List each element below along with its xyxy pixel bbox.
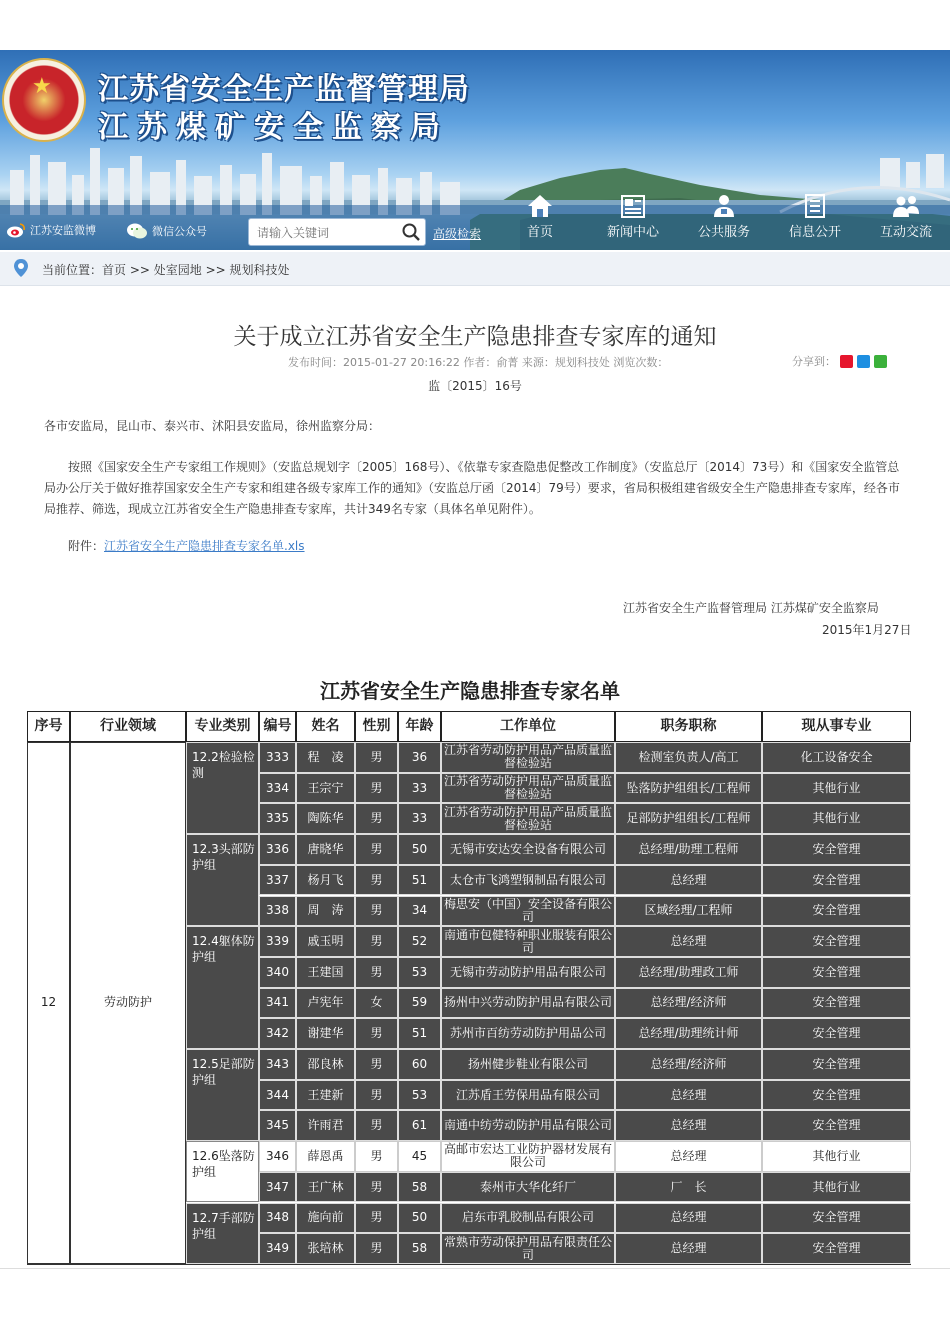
table-cell: 335 <box>259 803 296 834</box>
table-cell: 总经理 <box>615 1080 762 1111</box>
page-divider <box>0 1268 950 1269</box>
table-cell: 检测室负责人/高工 <box>615 742 762 773</box>
table-cell: 男 <box>355 803 398 834</box>
table-header-cell: 行业领域 <box>70 711 186 742</box>
article-body: 按照《国家安全生产专家组工作规则》（安监总规划字〔2005〕168号）、《依靠专家查隐患促整改工作制度》（安监总厅〔2014〕73号）和《国家安全监管总局办公厅关于做好推荐国家安全生产专家和组建各级专家库工作的通知》（安监总厅函〔2014〕79号）要求，省局积极组建省级安全生产隐患排查专家库，经各市局推荐、筛选，现成立江苏省安全生产隐患排查专家库，共计349名专家（具体名单见附件）。 <box>44 460 900 516</box>
table-cell: 安全管理 <box>762 1203 911 1234</box>
table-cell: 男 <box>355 1080 398 1111</box>
category-group-cell: 12.7手部防护组 <box>186 1203 259 1264</box>
newspaper-icon <box>619 193 647 219</box>
table-cell: 其他行业 <box>762 803 911 834</box>
breadcrumb-text <box>42 261 290 278</box>
table-cell: 总经理/经济师 <box>615 988 762 1019</box>
table-cell: 其他行业 <box>762 1172 911 1203</box>
table-cell: 336 <box>259 834 296 865</box>
table-cell: 总经理/助理工程师 <box>615 834 762 865</box>
table-cell: 男 <box>355 1141 398 1172</box>
nav-news-label: 新闻中心 <box>606 225 659 240</box>
table-header-cell: 年龄 <box>398 711 441 742</box>
table-cell: 58 <box>398 1172 441 1203</box>
category-group-cell: 12.4躯体防护组 <box>186 926 259 1049</box>
table-cell: 江苏省劳动防护用品产品质量监督检验站 <box>441 773 615 804</box>
table-cell: 男 <box>355 773 398 804</box>
table-cell: 349 <box>259 1233 296 1264</box>
table-cell: 339 <box>259 926 296 957</box>
table-cell: 男 <box>355 1049 398 1080</box>
search-icon[interactable] <box>402 223 420 241</box>
table-cell: 341 <box>259 988 296 1019</box>
table-cell: 安全管理 <box>762 1233 911 1264</box>
document-icon <box>801 193 829 219</box>
table-cell: 常熟市劳动保护用品有限责任公司 <box>441 1233 615 1264</box>
table-cell: 卢宪年 <box>296 988 355 1019</box>
table-cell: 安全管理 <box>762 865 911 896</box>
table-cell: 太仓市飞鸿塑钢制品有限公司 <box>441 865 615 896</box>
table-cell: 总经理/助理统计师 <box>615 1018 762 1049</box>
table-cell: 总经理 <box>615 865 762 896</box>
table-cell: 无锡市劳动防护用品有限公司 <box>441 957 615 988</box>
location-pin-icon <box>13 258 29 278</box>
weibo-label: 江苏安监微博 <box>30 224 96 237</box>
attachment-label: 附件： <box>68 539 105 553</box>
table-cell: 总经理 <box>615 1110 762 1141</box>
table-cell: 施向前 <box>296 1203 355 1234</box>
table-cell: 唐晓华 <box>296 834 355 865</box>
table-cell: 杨月飞 <box>296 865 355 896</box>
star-icon: ★ <box>32 74 52 99</box>
table-cell: 江苏省劳动防护用品产品质量监督检验站 <box>441 803 615 834</box>
table-cell: 陶陈华 <box>296 803 355 834</box>
category-group-cell: 12.6坠落防护组 <box>186 1141 259 1202</box>
table-cell: 总经理 <box>615 1233 762 1264</box>
table-cell: 其他行业 <box>762 1141 911 1172</box>
table-header-cell: 职务职称 <box>615 711 762 742</box>
table-header-cell: 性别 <box>355 711 398 742</box>
table-cell: 45 <box>398 1141 441 1172</box>
signature-organizations: 江苏省安全生产监督管理局 江苏煤矿安全监察局 <box>623 601 879 615</box>
search-box <box>248 218 426 246</box>
table-cell: 338 <box>259 896 296 927</box>
main-navbar <box>0 205 950 250</box>
table-cell: 无锡市安达安全设备有限公司 <box>441 834 615 865</box>
expert-table-title: 江苏省安全生产隐患排查专家名单 <box>320 679 620 703</box>
table-cell: 苏州市百纺劳动防护用品公司 <box>441 1018 615 1049</box>
table-bottom-border <box>27 1264 911 1265</box>
table-cell: 王建国 <box>296 957 355 988</box>
table-cell: 347 <box>259 1172 296 1203</box>
table-cell: 启东市乳胶制品有限公司 <box>441 1203 615 1234</box>
breadcrumb-label: 当前位置： <box>42 263 103 277</box>
table-cell: 高邮市宏达工业防护器材发展有限公司 <box>441 1141 615 1172</box>
table-cell: 50 <box>398 1203 441 1234</box>
nav-info-disclosure-label: 信息公开 <box>788 225 841 240</box>
nav-interaction-label: 互动交流 <box>879 225 932 240</box>
table-cell: 谢建华 <box>296 1018 355 1049</box>
table-cell: 男 <box>355 1110 398 1141</box>
breadcrumb-path[interactable]: 首页 >> 处室园地 >> 规划科技处 <box>102 263 290 277</box>
table-cell: 区域经理/工程师 <box>615 896 762 927</box>
breadcrumb <box>0 252 950 286</box>
wechat-share-icon[interactable] <box>874 355 887 368</box>
table-cell: 男 <box>355 1233 398 1264</box>
table-cell: 泰州市大华化纤厂 <box>441 1172 615 1203</box>
table-cell: 扬州中兴劳动防护用品有限公司 <box>441 988 615 1019</box>
table-cell: 男 <box>355 742 398 773</box>
table-header-cell: 姓名 <box>296 711 355 742</box>
table-header-cell: 现从事专业 <box>762 711 911 742</box>
category-group-cell: 12.2检验检测 <box>186 742 259 834</box>
table-cell: 51 <box>398 865 441 896</box>
share-label: 分享到： <box>792 355 836 368</box>
table-cell: 340 <box>259 957 296 988</box>
table-cell: 342 <box>259 1018 296 1049</box>
table-cell: 52 <box>398 926 441 957</box>
table-cell: 男 <box>355 1203 398 1234</box>
table-cell: 总经理 <box>615 926 762 957</box>
table-cell: 总经理 <box>615 1203 762 1234</box>
table-cell: 安全管理 <box>762 1110 911 1141</box>
table-cell: 安全管理 <box>762 1080 911 1111</box>
table-header-cell: 编号 <box>259 711 296 742</box>
attachment <box>68 536 930 557</box>
table-cell: 安全管理 <box>762 926 911 957</box>
attachment-link[interactable]: 江苏省安全生产隐患排查专家名单.xls <box>104 539 305 553</box>
table-cell: 51 <box>398 1018 441 1049</box>
table-cell: 坠落防护组组长/工程师 <box>615 773 762 804</box>
table-cell: 江苏盾王劳保用品有限公司 <box>441 1080 615 1111</box>
nav-home-label: 首页 <box>526 225 553 240</box>
table-cell: 安全管理 <box>762 988 911 1019</box>
table-cell: 男 <box>355 834 398 865</box>
table-cell: 总经理 <box>615 1141 762 1172</box>
table-cell: 337 <box>259 865 296 896</box>
site-title-line2: 江苏煤矿安全监察局 <box>98 110 449 145</box>
table-cell: 346 <box>259 1141 296 1172</box>
table-cell: 36 <box>398 742 441 773</box>
home-icon <box>526 193 554 219</box>
table-cell: 张培林 <box>296 1233 355 1264</box>
table-cell: 33 <box>398 803 441 834</box>
table-cell: 333 <box>259 742 296 773</box>
table-cell: 男 <box>355 926 398 957</box>
table-header-cell: 工作单位 <box>441 711 615 742</box>
qq-share-icon[interactable] <box>857 355 870 368</box>
table-cell: 59 <box>398 988 441 1019</box>
table-cell: 王建新 <box>296 1080 355 1111</box>
table-cell: 34 <box>398 896 441 927</box>
table-cell: 50 <box>398 834 441 865</box>
weibo-link[interactable] <box>6 222 96 238</box>
nav-public-service[interactable] <box>687 193 761 249</box>
category-group-cell: 12.3头部防护组 <box>186 834 259 926</box>
site-logo[interactable] <box>2 58 86 142</box>
table-cell: 男 <box>355 896 398 927</box>
table-cell: 江苏省劳动防护用品产品质量监督检验站 <box>441 742 615 773</box>
table-cell: 安全管理 <box>762 1049 911 1080</box>
table-header-cell: 专业类别 <box>186 711 259 742</box>
service-icon <box>710 193 738 219</box>
table-cell: 61 <box>398 1110 441 1141</box>
search-input[interactable] <box>255 223 399 243</box>
table-cell: 安全管理 <box>762 896 911 927</box>
expert-table <box>27 711 911 1264</box>
table-cell: 其他行业 <box>762 773 911 804</box>
advanced-search-link[interactable]: 高级检索 <box>433 227 482 241</box>
table-cell: 化工设备安全 <box>762 742 911 773</box>
table-cell: 厂 长 <box>615 1172 762 1203</box>
table-cell: 足部防护组组长/工程师 <box>615 803 762 834</box>
table-cell: 梅思安（中国）安全设备有限公司 <box>441 896 615 927</box>
table-cell: 344 <box>259 1080 296 1111</box>
table-cell: 总经理/经济师 <box>615 1049 762 1080</box>
table-cell: 安全管理 <box>762 1018 911 1049</box>
site-title-line1: 江苏省安全生产监督管理局 <box>98 72 470 107</box>
table-cell: 343 <box>259 1049 296 1080</box>
table-cell: 南通市包健特种职业服装有限公司 <box>441 926 615 957</box>
table-cell: 334 <box>259 773 296 804</box>
table-cell: 53 <box>398 957 441 988</box>
weibo-icon <box>6 222 26 238</box>
wechat-link[interactable] <box>126 222 207 240</box>
table-cell: 薛恩禹 <box>296 1141 355 1172</box>
weibo-share-icon[interactable] <box>840 355 853 368</box>
nav-info-disclosure[interactable] <box>778 193 852 249</box>
table-cell: 安全管理 <box>762 834 911 865</box>
wechat-label: 微信公众号 <box>152 225 207 238</box>
table-cell: 女 <box>355 988 398 1019</box>
seq-cell: 12 <box>27 742 70 1264</box>
nav-news[interactable] <box>596 193 670 249</box>
table-cell: 345 <box>259 1110 296 1141</box>
nav-home[interactable] <box>503 193 577 249</box>
table-cell: 王宗宁 <box>296 773 355 804</box>
article-meta: 发布时间：2015-01-27 20:16:22 作者：俞菁 来源：规划科技处 浏览次数： <box>288 356 669 369</box>
table-cell: 戚玉明 <box>296 926 355 957</box>
salutation: 各市安监局，昆山市、泰兴市、沭阳县安监局，徐州监察分局： <box>44 419 381 433</box>
table-cell: 王广林 <box>296 1172 355 1203</box>
table-cell: 程 凌 <box>296 742 355 773</box>
table-cell: 周 涛 <box>296 896 355 927</box>
table-cell: 南通中纺劳动防护用品有限公司 <box>441 1110 615 1141</box>
signature-date: 2015年1月27日 <box>822 623 912 637</box>
table-cell: 男 <box>355 865 398 896</box>
people-icon <box>891 193 921 219</box>
share-bar <box>792 353 887 369</box>
table-cell: 男 <box>355 1018 398 1049</box>
table-cell: 安全管理 <box>762 957 911 988</box>
table-header-cell: 序号 <box>27 711 70 742</box>
table-cell: 邵良林 <box>296 1049 355 1080</box>
nav-interaction[interactable] <box>869 193 943 249</box>
table-cell: 男 <box>355 1172 398 1203</box>
table-cell: 总经理/助理政工师 <box>615 957 762 988</box>
table-cell: 348 <box>259 1203 296 1234</box>
table-cell: 男 <box>355 957 398 988</box>
nav-public-service-label: 公共服务 <box>697 225 750 240</box>
table-cell: 33 <box>398 773 441 804</box>
article-title: 关于成立江苏省安全生产隐患排查专家库的通知 <box>233 324 717 351</box>
table-cell: 53 <box>398 1080 441 1111</box>
table-cell: 60 <box>398 1049 441 1080</box>
document-number: 监〔2015〕16号 <box>428 379 522 393</box>
table-cell: 58 <box>398 1233 441 1264</box>
category-group-cell: 12.5足部防护组 <box>186 1049 259 1141</box>
wechat-icon <box>126 222 148 240</box>
industry-cell: 劳动防护 <box>70 742 186 1264</box>
table-cell: 扬州健步鞋业有限公司 <box>441 1049 615 1080</box>
table-cell: 许雨君 <box>296 1110 355 1141</box>
